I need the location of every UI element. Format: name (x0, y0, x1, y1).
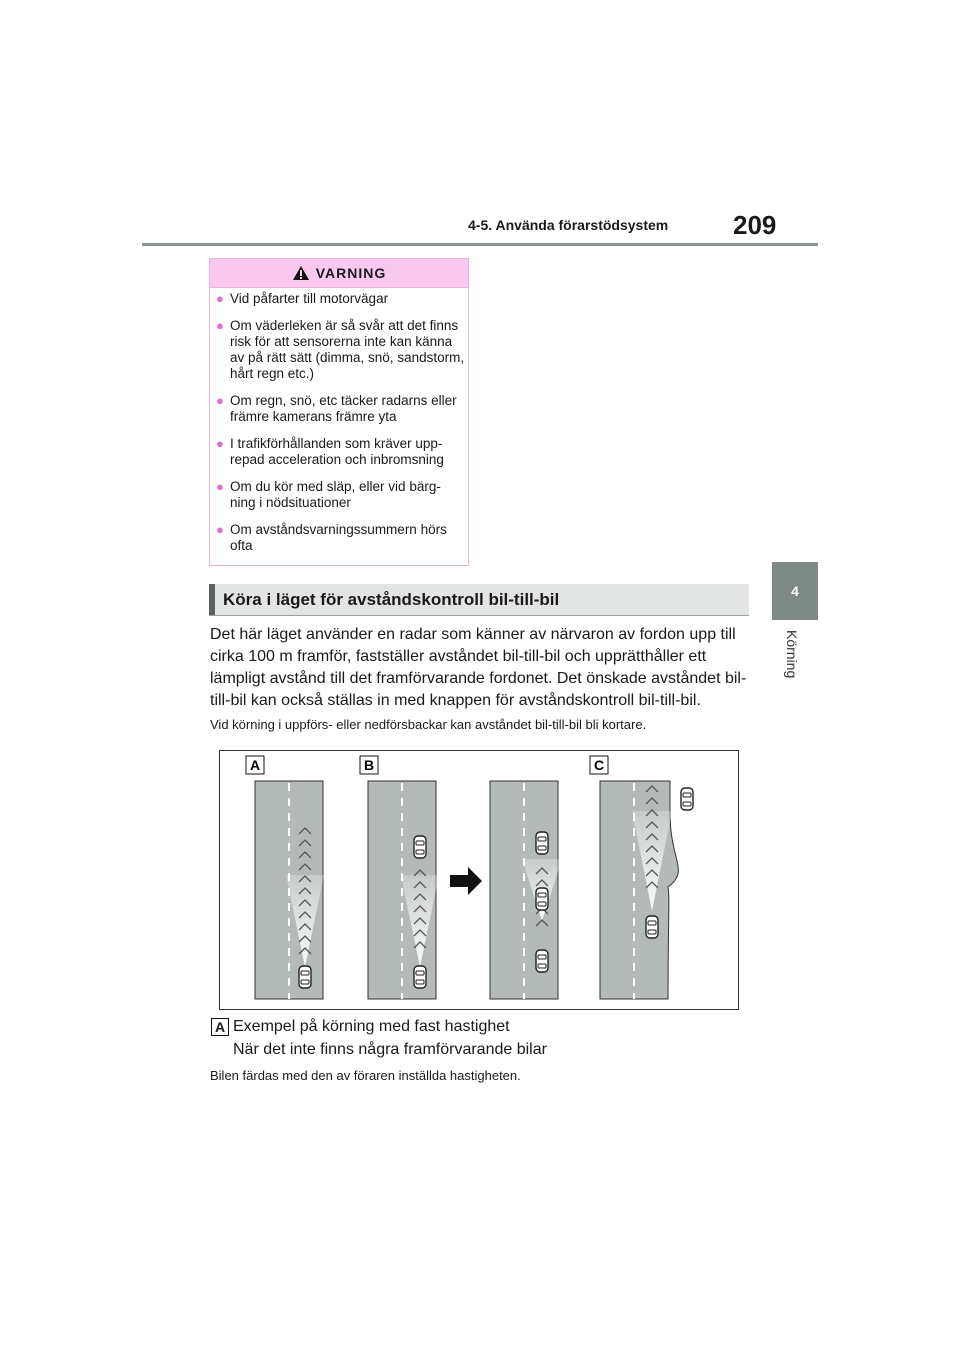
label-b (360, 756, 378, 774)
header-title: 4-5. Använda förarstödsystem (468, 217, 669, 233)
section-heading: Köra i läget för avståndskontroll bil-till-bil (209, 584, 749, 616)
svg-text:C: C (593, 757, 605, 773)
header-rule (142, 243, 818, 246)
road-b-after (490, 781, 562, 999)
chapter-tab (772, 562, 818, 620)
road-b (368, 781, 439, 999)
warning-item: ● I trafikförhållanden som kräver upp-repad acceleration och inbromsning (216, 436, 466, 468)
transition-arrow (450, 867, 482, 895)
caption-label-box: A (211, 1018, 229, 1036)
warning-box (209, 258, 469, 566)
caption-label (211, 1018, 229, 1036)
svg-text:A: A (249, 757, 261, 773)
road-c (600, 781, 693, 999)
warning-item: ● Vid påfarter till motorvägar (216, 291, 466, 307)
caption-note: Bilen färdas med den av föraren inställda hastigheten. (210, 1068, 521, 1083)
warning-item: ● Om du kör med släp, eller vid bärg-ning i nödsituationer (216, 479, 466, 511)
road-illustration (220, 751, 738, 1009)
label-c (590, 756, 608, 774)
chapter-number: 4 (791, 583, 799, 599)
warning-list (216, 291, 466, 565)
warning-title: VARNING (315, 265, 387, 281)
svg-text:B: B (363, 757, 375, 773)
warning-item: ● Om avståndsvarningssummern hörs ofta (216, 522, 466, 554)
chapter-label: Körning (784, 630, 800, 679)
section-underline (209, 615, 749, 616)
warning-item: ● Om väderleken är så svår att det finns risk för att sensorerna inte kan känna av på rätt sätt (dimma, snö, sandstorm, hårt regn etc.) (216, 318, 466, 382)
caption-title: Exempel på körning med fast hastighet (233, 1018, 510, 1035)
caption-subtitle: När det inte finns några framförvarande bilar (233, 1041, 547, 1058)
page-number: 209 (733, 210, 777, 240)
warning-header (210, 259, 468, 288)
label-a (246, 756, 264, 774)
illustration-figure (219, 750, 739, 1010)
warning-item: ● Om regn, snö, etc täcker radarns eller främre kamerans främre yta (216, 393, 466, 425)
body-note: Vid körning i uppförs- eller nedförsbackar kan avståndet bil-till-bil bli kortare. (210, 717, 647, 732)
body-paragraph: Det här läget använder en radar som känner av närvaron av fordon upp till cirka 100 m framför, fastställer avståndet bil-till-bil och upprätthåller ett lämpligt avstånd till det framförvarande fordonet. Det önskade avståndet bil-till-bil kan också ställas in med knappen för avståndskontroll bil-till-bil. (210, 626, 747, 709)
warning-triangle-icon (292, 265, 310, 281)
road-a (255, 781, 324, 999)
